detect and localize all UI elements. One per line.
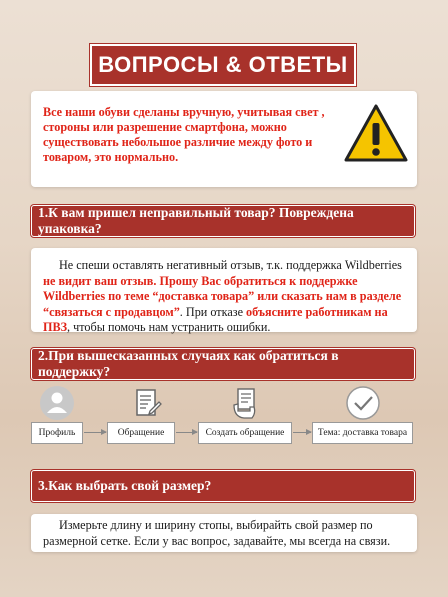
answer-part: . При отказе: [179, 304, 247, 319]
answer-part-highlight: объясните работникам на ПВЗ: [43, 304, 388, 334]
step-topic: Тема: доставка товара: [312, 422, 413, 444]
hand-document-icon: [228, 385, 264, 421]
user-profile-icon: [39, 385, 75, 421]
warning-triangle-icon: [343, 103, 409, 163]
answer-part-highlight: не видит ваш отзыв. Прошу Вас обратиться к поддержке Wildberries по теме “доставка товара” или сказать нам в разделе “связаться с продавцом”: [43, 273, 402, 319]
arrow-icon: [176, 432, 197, 433]
faq-answer-3: [31, 514, 417, 552]
arrow-icon: [293, 432, 311, 433]
faq-question-2: 2.При вышесказанных случаях как обратиться в поддержку?: [31, 348, 415, 380]
faq-question-3: 3.Как выбрать свой размер?: [31, 470, 415, 502]
faq-answer-1-text: [43, 258, 407, 336]
page-title: ВОПРОСЫ & ОТВЕТЫ: [90, 44, 356, 86]
notice-text: Все наши обуви сделаны вручную, учитывая свет , стороны или разрешение смартфона, можно существовать небольшое различие между фото и товаром, это нормально.: [43, 105, 325, 164]
arrow-icon: [84, 432, 106, 433]
faq-answer-1: [31, 248, 417, 332]
faq-answer-3-text: Измерьте длину и ширину стопы, выбирайть свой размер по размерной сетке. Если у вас вопрос, задавайте, мы всегда на связи.: [43, 518, 391, 548]
answer-part: , чтобы помочь нам устранить ошибки.: [67, 320, 271, 334]
step-create-request: Создать обращение: [198, 422, 292, 444]
step-request: Обращение: [107, 422, 175, 444]
edit-document-icon: [130, 385, 166, 421]
notice-card: [31, 91, 417, 187]
step-profile: Профиль: [31, 422, 83, 444]
faq-question-1: 1.К вам пришел неправильный товар? Повреждена упаковка?: [31, 205, 415, 237]
checkmark-circle-icon: [345, 385, 381, 421]
support-steps: [0, 385, 448, 455]
answer-part: Не спеши оставлять негативный отзыв, т.к. поддержка Wildberries: [59, 258, 402, 272]
